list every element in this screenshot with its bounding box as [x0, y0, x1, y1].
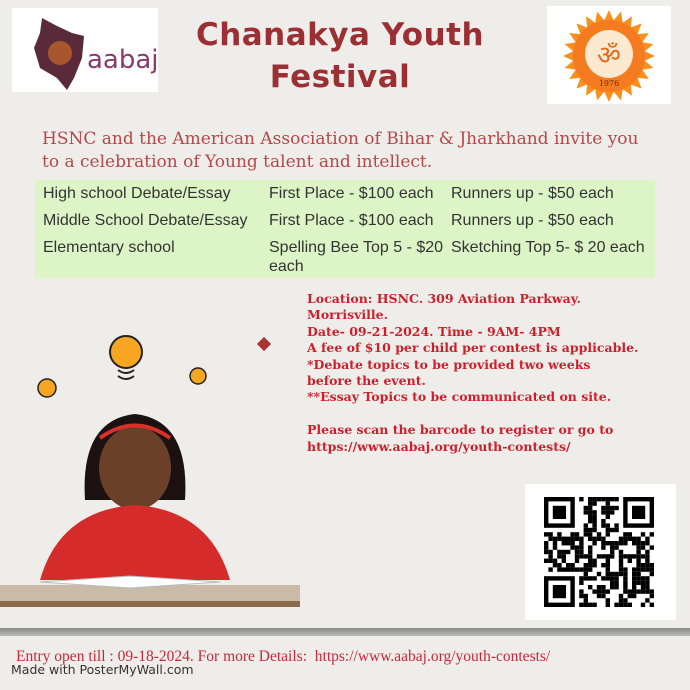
- aabaj-logo: [12, 8, 158, 92]
- detail-line: **Essay Topics to be communicated on site.: [307, 389, 612, 405]
- prize-second: Runners up - $50 each: [451, 185, 614, 202]
- footer-entry-info: Entry open till : 09-18-2024. For more Details: https://www.aabaj.org/youth-contests/: [16, 648, 551, 665]
- watermark: Made with PosterMyWall.com: [11, 662, 194, 677]
- prize-category: Middle School Debate/Essay: [43, 212, 248, 229]
- lightbulb-icon: [38, 379, 56, 397]
- divider: [0, 628, 690, 636]
- detail-line: Location: HSNC. 309 Aviation Parkway.: [307, 291, 581, 306]
- event-details: [307, 291, 647, 455]
- detail-line: A fee of $10 per child per contest is applicable.: [307, 340, 639, 356]
- detail-line: Please scan the barcode to register or go to: [307, 422, 614, 438]
- detail-line: *Debate topics to be provided two weeks: [307, 356, 591, 372]
- detail-line: before the event.: [307, 373, 426, 389]
- detail-line: Morrisville.: [307, 307, 388, 323]
- lightbulb-icon: [110, 336, 142, 379]
- girl-studying-illustration: [0, 320, 300, 630]
- prize-table: [35, 180, 655, 278]
- svg-text:ॐ: ॐ: [597, 41, 621, 71]
- svg-text:aabaj: aabaj: [87, 45, 158, 75]
- svg-text:1976: 1976: [598, 79, 620, 88]
- hsnc-logo: [547, 6, 671, 104]
- intro-text: [42, 128, 662, 174]
- prize-first: First Place - $100 each: [269, 212, 434, 229]
- intro-line-2: to a celebration of Young talent and intellect.: [42, 152, 433, 172]
- prize-second: Runners up - $50 each: [451, 212, 614, 229]
- title-line-1: Chanakya Youth: [195, 17, 485, 53]
- prize-second: Sketching Top 5- $ 20 each: [451, 239, 645, 256]
- intro-line-1: HSNC and the American Association of Bihar & Jharkhand invite you: [42, 129, 639, 149]
- page-title: [180, 14, 500, 98]
- prize-category: High school Debate/Essay: [43, 185, 231, 202]
- title-line-2: Festival: [269, 59, 411, 95]
- registration-qr-code[interactable]: [525, 484, 676, 620]
- detail-line: [307, 406, 647, 422]
- prize-first: First Place - $100 each: [269, 185, 434, 202]
- registration-link[interactable]: https://www.aabaj.org/youth-contests/: [307, 438, 571, 454]
- prize-first: Spelling Bee Top 5 - $20 each: [269, 239, 444, 275]
- prize-category: Elementary school: [43, 239, 175, 256]
- lightbulb-icon: [190, 368, 206, 384]
- detail-line: Date- 09-21-2024. Time - 9AM- 4PM: [307, 323, 561, 339]
